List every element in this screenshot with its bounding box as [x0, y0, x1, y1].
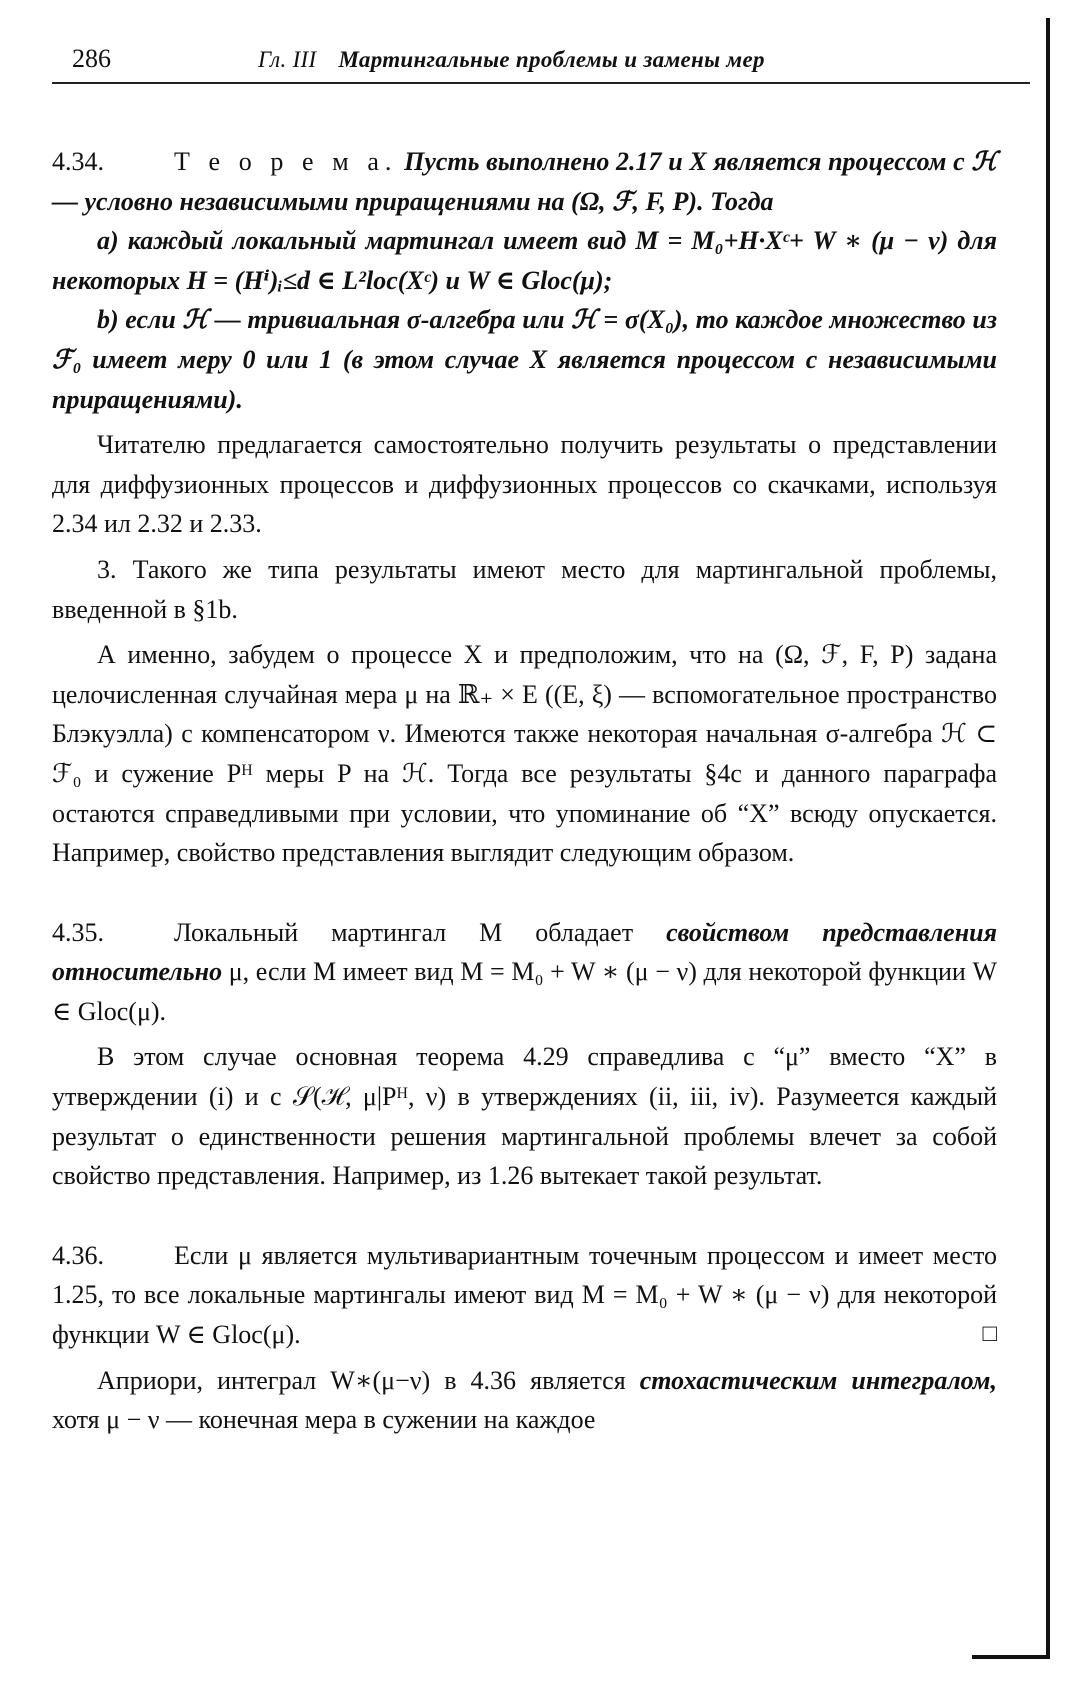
definition-text-end: μ, если M имеет вид M = M₀ + W ∗ (μ − ν) для некоторой функции W ∈ Gloc(μ).	[52, 957, 997, 1026]
page-edge-right	[1046, 18, 1050, 1658]
apriori-start: Априори, интеграл W∗(μ−ν) в 4.36 является	[97, 1365, 640, 1395]
statement-text: Если μ является мультивариантным точечным процессом и имеет место 1.25, то все локальные мартингалы имеют вид M = M₀ + W ∗ (μ − ν) для некоторой функции W ∈ Gloc(μ).	[52, 1240, 997, 1350]
theorem-statement: Пусть выполнено 2.17 и X является процессом с ℋ — условно независимыми приращениями на (Ω, ℱ, F, P). Тогда	[52, 147, 998, 216]
theorem-4-34	[52, 142, 997, 221]
apriori-term: стохастическим интегралом,	[639, 1365, 997, 1395]
definition-text-start: Локальный мартингал M обладает	[174, 917, 667, 947]
page-number: 286	[72, 44, 111, 73]
paragraph-apriori	[52, 1361, 997, 1440]
running-title	[258, 44, 765, 76]
paragraph-reader: Читателю предлагается самостоятельно получить результаты о представлении для диффузионных процессов и диффузионных процессов со скачками, используя 2.34 ил 2.32 и 2.33.	[52, 430, 997, 539]
theorem-label: Т е о р е м а.	[174, 147, 398, 176]
chapter-label: Гл. III	[258, 47, 317, 72]
definition-number: 4.35.	[52, 917, 104, 947]
definition-term: свойством представления относительно	[52, 917, 998, 987]
page-edge-bottom	[972, 1655, 1050, 1659]
page-body	[52, 142, 997, 1440]
paragraph-namely: А именно, забудем о процессе X и предположим, что на (Ω, ℱ, F, P) задана целочисленная случайная мера μ на ℝ₊ × E ((E, ξ) — вспомогательное пространство Блэкуэлла) с компенсатором ν. Имеются также некоторая начальная σ-алгебра ℋ ⊂ ℱ₀ и сужение Pᴴ меры P на ℋ. Тогда все результаты §4c и данного параграфа остаются справедливыми при условии, что упоминание об “X” всюду опускается. Например, свойство представления выглядит следующим образом.	[52, 640, 997, 868]
paragraph-case: В этом случае основная теорема 4.29 справедлива с “μ” вместо “X” в утверждении (i) и с 𝒮(ℋ, μ|Pᴴ, ν) в утверждениях (ii, iii, iv). Разумеется каждый результат о единственности решения мартингальной проблемы влечет за собой свойство представления. Например, из 1.26 вытекает такой результат.	[52, 1042, 997, 1191]
paragraph-section-3: 3. Такого же типа результаты имеют место для мартингальной проблемы, введенной в §1b.	[52, 554, 997, 624]
theorem-number: 4.34.	[52, 147, 104, 176]
theorem-item-a: а) каждый локальный мартингал имеет вид M = M₀+H·Xᶜ+ W ∗ (μ − ν) для некоторых H = (Hⁱ)ᵢ≤d ∈ L²loc(Xᶜ) и W ∈ Gloc(μ);	[52, 226, 997, 295]
end-of-proof-mark: □	[982, 1321, 997, 1348]
statement-number: 4.36.	[52, 1240, 104, 1270]
statement-4-36	[52, 1236, 997, 1355]
definition-4-35	[52, 913, 997, 1032]
theorem-item-b: b) если ℋ — тривиальная σ-алгебра или ℋ = σ(X₀), то каждое множество из ℱ₀ имеет меру 0 или 1 (в этом случае X является процессом с независимыми приращениями).	[52, 305, 997, 414]
running-header	[52, 42, 1030, 84]
chapter-title: Мартингальные проблемы и замены мер	[338, 47, 765, 72]
apriori-end: хотя μ − ν — конечная мера в сужении на каждое	[52, 1405, 596, 1435]
